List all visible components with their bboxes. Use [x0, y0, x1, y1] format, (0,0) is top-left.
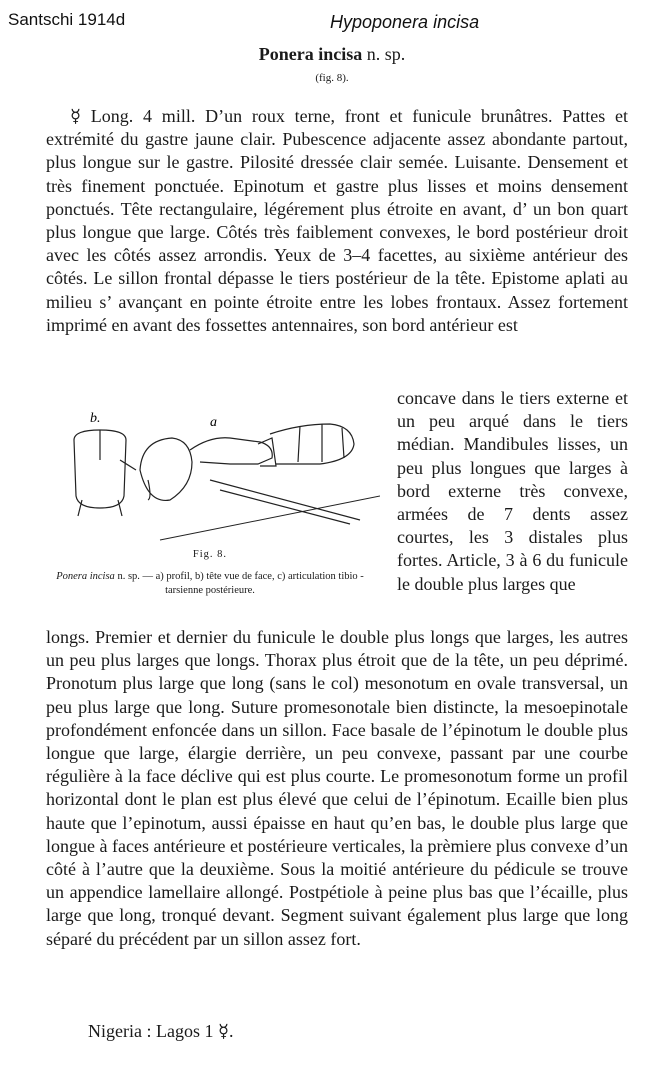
species-name: Ponera incisa	[258, 44, 363, 64]
species-suffix: n. sp.	[362, 44, 406, 64]
caption-species: Ponera incisa	[56, 571, 115, 582]
figure-caption	[40, 548, 380, 598]
description-paragraph-3: longs. Premier et dernier du funicule le double plus longs que larges, les autres un peu plus larges que longs. Thorax plus étroit que de la tête, un peu déprimé. Pronotum plus large que long (sans le col) mesonotum en ovale transversal, un peu plus large que long. Suture promesonotale bien distincte, la mesoepinotale profondément enfoncée dans un sillon. Face basale de l’épinotum le double plus longue que large, élargie derrière, un peu convexe, passant par une courbe régulière à la face déclive qui est plus courte. Le promesonotum forme un profil horizontal dont le plan est plus élevé que celui de l’épinotum. Ecaille bien plus haute que l’epinotum, aussi épaisse en haut qu’en bas, le double plus large que longue à faces antérieure et postérieure verticales, la prèmiere plus convexe d’un côté à l’autre que la deuxième. Sous la moitié antérieure du pédicule se trouve un appendice lamellaire allongé. Postpétiole à peine plus bas que l’écaille, plus large que long, tronqué devant. Segment suivant également plus large que long séparé du précédent par un sillon assez fort.	[46, 627, 628, 949]
description-paragraph-2: concave dans le tiers externe et un peu arqué dans le tiers médian. Mandibules lisses, un peu plus longues que larges à bord externe très convexe, armées de 7 dents assez courtes, les 3 distales plus fortes. Article, 3 à 6 du funicule le double plus larges que	[397, 388, 628, 594]
ant-illustration	[60, 400, 380, 550]
figure-label-a: a	[210, 415, 217, 430]
figure-label-b: b.	[90, 411, 101, 426]
ant-profile	[140, 424, 380, 540]
species-title	[0, 44, 664, 65]
locality-line: Nigeria : Lagos 1 ☿.	[88, 1021, 234, 1041]
figure-reference: (fig. 8).	[315, 72, 349, 84]
citation-label: Santschi 1914d	[8, 10, 126, 29]
taxon-label: Hypoponera incisa	[330, 12, 480, 32]
figure-number: Fig. 8.	[192, 549, 228, 560]
description-paragraph-1: ☿ Long. 4 mill. D’un roux terne, front et funicule brunâtres. Pattes et extrémité du gastre jaune clair. Pubescence adjacente assez abondante partout, plus longue sur le gastre. Pilosité dressée clair semée. Luisante. Densement et très finement ponctuée. Epinotum et gastre plus lisses et moins densement ponctués. Tête rectangulaire, légérement plus étroite en avant, d’ un bon quart plus longue que large. Côtés très faiblement convexes, le bord postérieur droit avec les côtés assez arrondis. Yeux de 3–4 facettes, au sixième antérieur des côtés. Le sillon frontal dépasse le tiers postérieur de la tête. Epistome aplati au milieu s’ avançant en pointe étroite entre les lobes frontaux. Assez fortement imprimé en avant des fossettes antennaires, son bord antérieur est	[46, 106, 628, 335]
caption-text: n. sp. — a) profil, b) tête vue de face, c) articulation tibio - tarsienne postérieure.	[114, 571, 364, 596]
head-front-view	[74, 430, 136, 516]
